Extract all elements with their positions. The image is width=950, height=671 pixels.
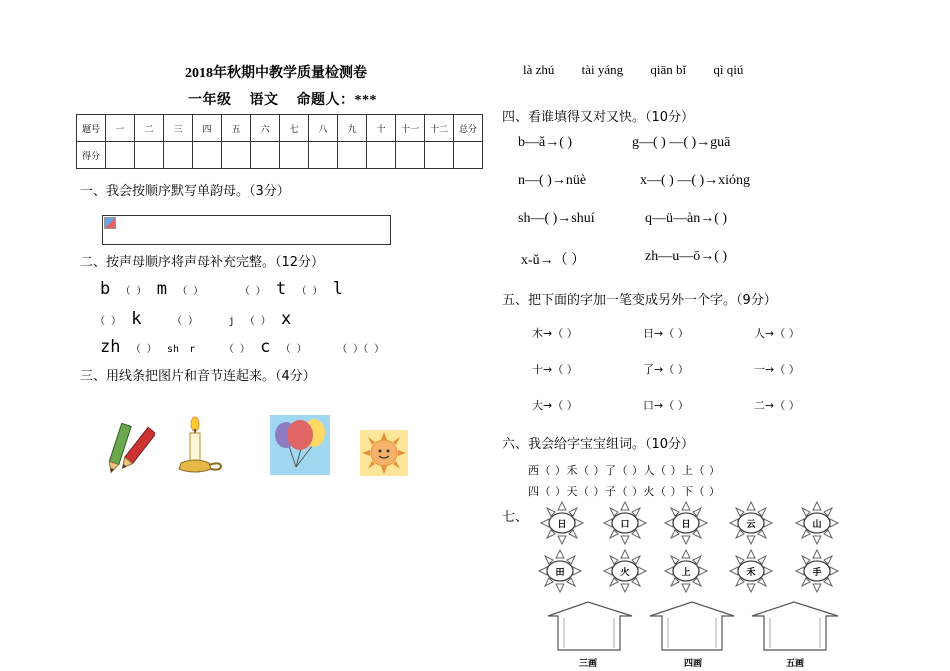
table-row <box>77 142 483 169</box>
pinyin-exercise: zh—u—ō→( ) <box>645 249 728 264</box>
section-2-title: 二、按声母顺序将声母补充完整。（12分） <box>80 255 325 270</box>
stroke-count-houses <box>540 600 850 670</box>
letter: b <box>100 279 111 299</box>
bracket: （ <box>120 286 131 297</box>
page-subtitle <box>188 89 391 109</box>
score-table <box>76 114 483 169</box>
score-input-cell[interactable] <box>454 142 483 169</box>
table-cell: 十一 <box>396 115 425 142</box>
broken-image-icon <box>104 217 116 229</box>
score-input-cell[interactable] <box>280 142 309 169</box>
bracket: ） <box>260 316 271 327</box>
table-row <box>77 115 483 142</box>
sun-character-label: 日 <box>557 520 567 530</box>
score-input-cell[interactable] <box>251 142 280 169</box>
pinyin-word: qì qiú <box>713 62 744 77</box>
sun-character-label: 禾 <box>746 568 756 578</box>
sun-character <box>604 550 646 592</box>
bracket: （ <box>130 344 141 355</box>
section-3-title: 三、用线条把图片和音节连起来。（4分） <box>80 369 316 384</box>
sun-character-label: 日 <box>681 520 691 530</box>
bracket: （ <box>172 316 182 327</box>
sun-character-label: 手 <box>812 568 822 578</box>
sun-character <box>665 502 707 544</box>
initials-row-2 <box>95 309 291 329</box>
bracket: ） <box>239 344 250 355</box>
pinyin-exercise: g—( ) —( )→guā <box>632 135 731 150</box>
pinyin-words <box>523 62 767 78</box>
bracket: （ <box>239 286 250 297</box>
letter: sh <box>166 344 180 355</box>
house-label: 四画 <box>683 659 703 669</box>
table-cell: 六 <box>251 115 280 142</box>
score-input-cell[interactable] <box>309 142 338 169</box>
add-stroke-item: 人→（ ） <box>754 327 800 340</box>
sun-character-label: 口 <box>620 520 630 530</box>
letter: zh <box>100 337 121 357</box>
bracket: ） <box>374 344 385 355</box>
pinyin-exercise: b—ǎ→( ) <box>518 135 573 150</box>
table-cell: 得分 <box>77 142 106 169</box>
answer-box[interactable] <box>102 215 391 245</box>
table-cell: 总分 <box>454 115 483 142</box>
pencils-image[interactable] <box>100 420 155 478</box>
table-cell: 九 <box>338 115 367 142</box>
letter: l <box>332 279 343 299</box>
bracket: ） <box>353 344 364 355</box>
sun-character-label: 田 <box>555 568 565 578</box>
add-stroke-item: 木→（ ） <box>532 327 578 340</box>
score-input-cell[interactable] <box>425 142 454 169</box>
table-cell: 题号 <box>77 115 106 142</box>
table-cell: 三 <box>164 115 193 142</box>
letter: m <box>156 279 167 299</box>
house-label: 五画 <box>785 659 805 669</box>
section-1-title: 一、我会按顺序默写单韵母。（3分） <box>80 184 290 199</box>
score-input-cell[interactable] <box>106 142 135 169</box>
balloons-image[interactable] <box>270 415 330 475</box>
sun-character <box>730 550 772 592</box>
add-stroke-item: 十→（ ） <box>532 363 578 376</box>
sun-character <box>604 502 646 544</box>
pinyin-exercise: x—( ) —( )→xióng <box>640 173 751 188</box>
add-stroke-item: 口→（ ） <box>643 399 689 412</box>
add-stroke-item: 二→（ ） <box>754 399 800 412</box>
section-5-title: 五、把下面的字加一笔变成另外一个字。（9分） <box>502 293 777 308</box>
bracket: （ <box>177 286 188 297</box>
letter: r <box>189 344 196 355</box>
section-6-title: 六、我会给字宝宝组词。（10分） <box>502 437 695 452</box>
table-cell: 七 <box>280 115 309 142</box>
score-input-cell[interactable] <box>193 142 222 169</box>
table-cell: 十二 <box>425 115 454 142</box>
pinyin-word: là zhú <box>523 62 555 77</box>
bracket: （ <box>296 286 307 297</box>
letter: j <box>228 316 235 327</box>
score-input-cell[interactable] <box>164 142 193 169</box>
bracket: （ <box>337 344 348 355</box>
letter: t <box>276 279 287 299</box>
page-title: 2018年秋期中教学质量检测卷 <box>185 66 367 81</box>
sun-character <box>665 550 707 592</box>
bracket: ） <box>296 344 307 355</box>
pinyin-word: tài yáng <box>581 62 624 77</box>
sun-character-label: 上 <box>681 568 691 578</box>
add-stroke-item: 大→（ ） <box>532 399 578 412</box>
bracket: ） <box>188 316 198 327</box>
bracket: ） <box>312 286 323 297</box>
table-cell: 五 <box>222 115 251 142</box>
initials-row-1 <box>100 279 343 299</box>
pinyin-exercise: q—ü—àn→( ) <box>645 211 728 226</box>
add-stroke-item: 一→（ ） <box>754 363 800 376</box>
table-cell: 八 <box>309 115 338 142</box>
score-input-cell[interactable] <box>338 142 367 169</box>
table-cell: 二 <box>135 115 164 142</box>
sun-character <box>730 502 772 544</box>
table-cell: 十 <box>367 115 396 142</box>
sun-character <box>541 502 583 544</box>
bracket: ） <box>255 286 266 297</box>
pinyin-word: qiān bǐ <box>650 62 687 77</box>
house-label: 三画 <box>578 659 598 669</box>
sun-character <box>796 550 838 592</box>
sun-image[interactable] <box>360 430 408 476</box>
word-group-row-2: 四（ ）天（ ）子（ ）火（ ）下（ ） <box>528 485 721 498</box>
sun-character <box>796 502 838 544</box>
word-group-row-1: 西（ ）禾（ ）了（ ）人（ ）上（ ） <box>528 464 721 477</box>
pinyin-exercise: x-ǔ→（ ） <box>521 253 586 268</box>
bracket: ） <box>111 316 121 327</box>
table-cell: 一 <box>106 115 135 142</box>
bracket: ） <box>136 286 147 297</box>
sun-character-label: 山 <box>812 520 822 530</box>
grade-label: 一年级 <box>188 93 232 108</box>
house-three-strokes[interactable] <box>548 602 632 669</box>
section-4-title: 四、看谁填得又对又快。（10分） <box>502 110 695 125</box>
table-cell: 四 <box>193 115 222 142</box>
author-label: 命题人：*** <box>296 93 377 108</box>
bracket: （ <box>95 316 105 327</box>
score-input-cell[interactable] <box>367 142 396 169</box>
letter: x <box>281 309 292 329</box>
candle-image[interactable] <box>175 415 227 477</box>
pinyin-exercise: n—( )→nüè <box>518 173 587 188</box>
letter: k <box>131 309 142 329</box>
letter: c <box>260 337 271 357</box>
house-four-strokes[interactable] <box>650 602 734 669</box>
bracket: （ <box>363 344 369 355</box>
section-7-label: 七、 <box>502 510 529 525</box>
bracket: （ <box>223 344 234 355</box>
sun-character-label: 火 <box>620 568 630 578</box>
score-input-cell[interactable] <box>396 142 425 169</box>
subject-label: 语文 <box>249 93 279 108</box>
character-suns <box>528 500 848 594</box>
add-stroke-item: 了→（ ） <box>643 363 689 376</box>
bracket: （ <box>244 316 255 327</box>
initials-row-3 <box>100 337 384 357</box>
sun-character <box>539 550 581 592</box>
score-input-cell[interactable] <box>135 142 164 169</box>
pinyin-exercise: sh—( )→shuí <box>518 211 595 226</box>
sun-character-label: 云 <box>746 520 756 530</box>
house-five-strokes[interactable] <box>752 602 838 669</box>
add-stroke-item: 日→（ ） <box>643 327 689 340</box>
bracket: ） <box>193 286 204 297</box>
bracket: ） <box>146 344 157 355</box>
bracket: （ <box>280 344 291 355</box>
score-input-cell[interactable] <box>222 142 251 169</box>
